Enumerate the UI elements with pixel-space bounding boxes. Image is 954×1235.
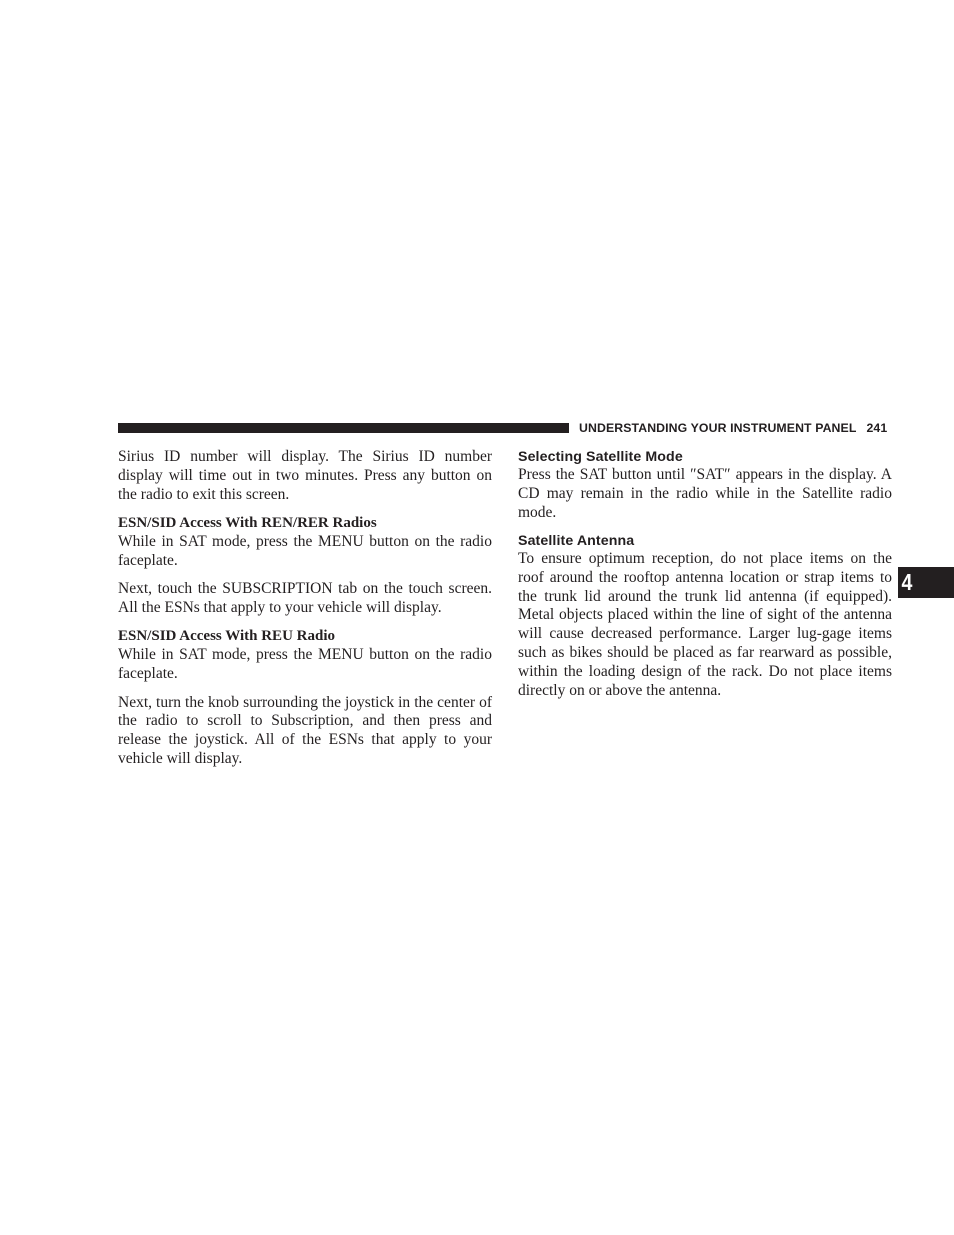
- left-column: [118, 448, 492, 778]
- heading-esn-sid-ren-rer: ESN/SID Access With REN/RER Radios: [118, 514, 377, 531]
- paragraph: Press the SAT button until ″SAT″ appears in the display. A CD may remain in the radio while in the Satellite radio mode.: [518, 466, 892, 521]
- paragraph: Sirius ID number will display. The Sirius ID number display will time out in two minutes. Press any button on the radio to exit this screen.: [118, 448, 492, 503]
- paragraph: Next, turn the knob surrounding the joystick in the center of the radio to scroll to Subscription, and then press and release the joystick. All of the ESNs that apply to your vehicle will display.: [118, 693, 492, 767]
- chapter-number: 4: [901, 569, 913, 595]
- right-column: [518, 448, 892, 710]
- chapter-tab: [898, 567, 954, 598]
- heading-selecting-satellite-mode: Selecting Satellite Mode: [518, 449, 683, 465]
- section-title: UNDERSTANDING YOUR INSTRUMENT PANEL: [579, 421, 857, 435]
- running-header: [579, 420, 887, 436]
- paragraph: While in SAT mode, press the MENU button on the radio faceplate.: [118, 646, 492, 683]
- header-rule: [118, 423, 569, 433]
- paragraph: Next, touch the SUBSCRIPTION tab on the touch screen. All the ESNs that apply to your vehicle will display.: [118, 580, 492, 616]
- heading-satellite-antenna: Satellite Antenna: [518, 532, 635, 549]
- paragraph: While in SAT mode, press the MENU button on the radio faceplate.: [118, 532, 492, 569]
- page-number: 241: [866, 421, 888, 435]
- heading-esn-sid-reu: ESN/SID Access With REU Radio: [118, 628, 335, 645]
- paragraph: To ensure optimum reception, do not place items on the roof around the rooftop antenna location or strap items to the trunk lid around the trunk lid antenna (if equipped). Metal objects placed within the line of sight of the antenna will cause decreased performance. Larger lug-gage items such as bikes should be placed as far rearward as possible, within the loading design of the rack. Do not place items directly on or above the antenna.: [518, 549, 892, 699]
